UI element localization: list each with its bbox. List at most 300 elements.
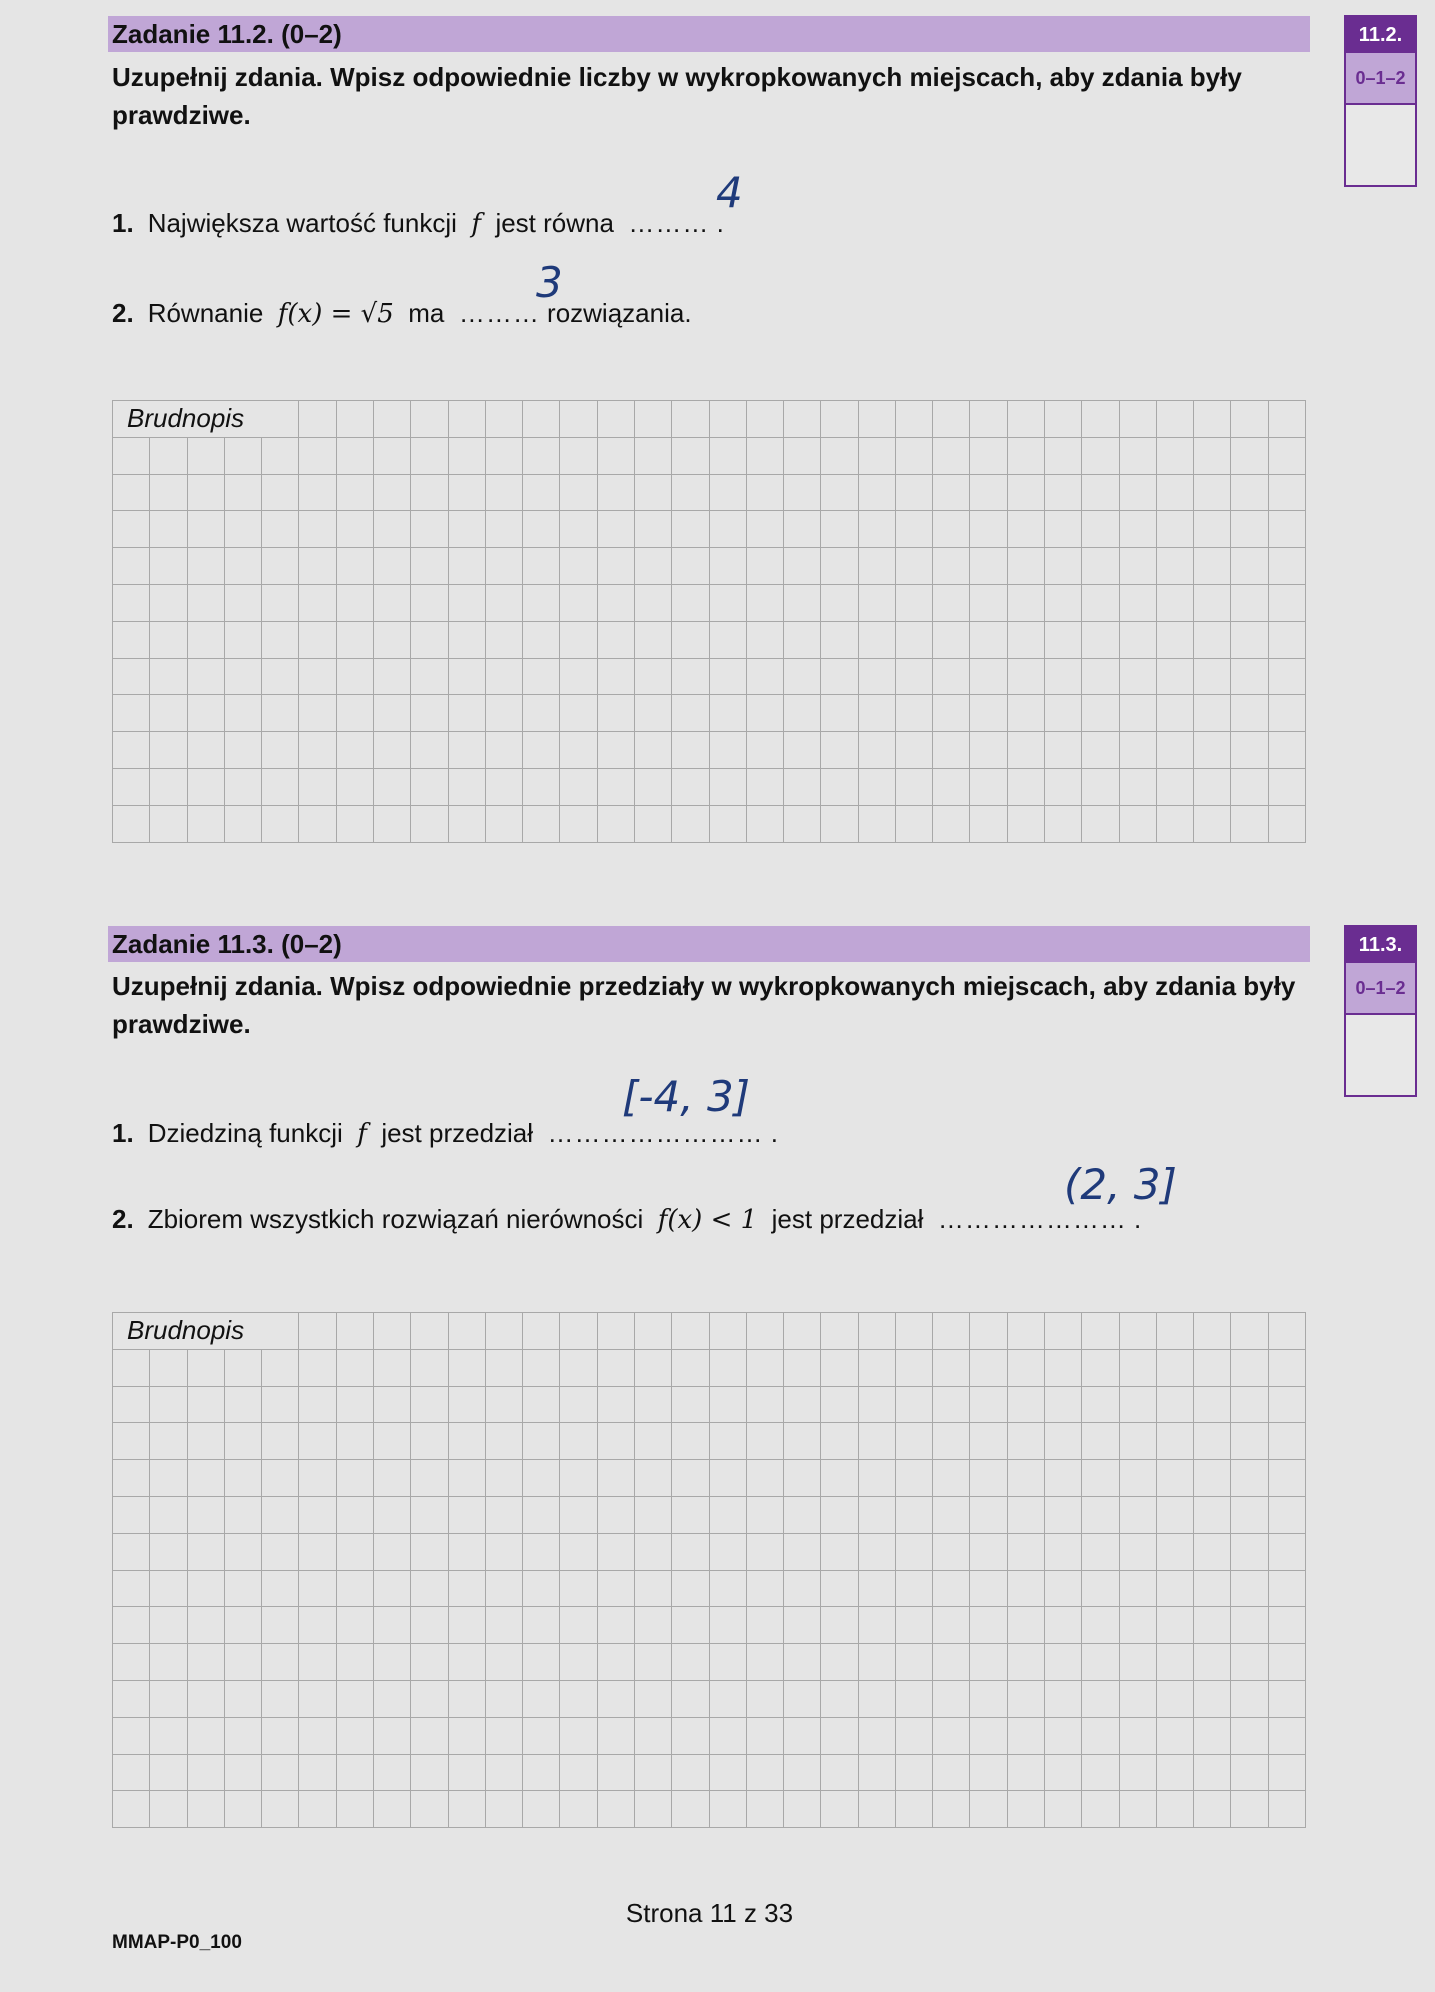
grid-cell (1194, 437, 1231, 474)
grid-cell (411, 1423, 448, 1460)
grid-cell (1231, 805, 1268, 842)
grid-cell (1045, 511, 1082, 548)
grid-cell (746, 1313, 783, 1350)
grid-cell (1082, 695, 1119, 732)
answer-blank[interactable]: ………………… (937, 1204, 1127, 1234)
grid-cell (895, 732, 932, 769)
grid-cell (821, 1496, 858, 1533)
grid-cell (299, 805, 336, 842)
grid-cell (411, 1607, 448, 1644)
grid-cell (485, 548, 522, 585)
grid-cell (113, 1423, 150, 1460)
grid-cell (1007, 1607, 1044, 1644)
grid-cell (1082, 805, 1119, 842)
grid-row (113, 584, 1306, 621)
grid-cell (709, 1313, 746, 1350)
grid-cell (150, 658, 187, 695)
grid-cell (672, 1680, 709, 1717)
grid-cell (485, 1460, 522, 1497)
grid-cell (485, 1349, 522, 1386)
grid-cell (187, 1607, 224, 1644)
grid-cell (821, 1644, 858, 1681)
grid-cell (299, 1386, 336, 1423)
grid-cell (150, 437, 187, 474)
grid-cell (1231, 401, 1268, 438)
grid-cell (1045, 658, 1082, 695)
grid-cell (634, 401, 671, 438)
sentence-item (112, 1204, 1141, 1235)
grid-cell (1007, 511, 1044, 548)
grid-cell (784, 401, 821, 438)
grid-cell (113, 1349, 150, 1386)
grid-cell (970, 805, 1007, 842)
item-text: Największa wartość funkcji (147, 208, 457, 238)
grid-cell (448, 1644, 485, 1681)
grid-cell (1194, 511, 1231, 548)
grid-cell (1082, 1533, 1119, 1570)
grid-cell (1156, 1533, 1193, 1570)
grid-cell (1007, 1791, 1044, 1828)
grid-cell (411, 768, 448, 805)
grid-cell (634, 732, 671, 769)
grid-cell (485, 1570, 522, 1607)
grid-cell (784, 1496, 821, 1533)
task-instruction: Uzupełnij zdania. Wpisz odpowiednie przedziały w wykropkowanych miejscach, aby zdania były prawdziwe. (112, 971, 1296, 1039)
grid-cell (448, 401, 485, 438)
grid-cell (746, 437, 783, 474)
grid-cell (299, 695, 336, 732)
grid-cell (1268, 1717, 1305, 1754)
sentence-item (112, 208, 724, 239)
grid-cell (299, 1680, 336, 1717)
grid-cell (187, 1754, 224, 1791)
grid-cell (560, 805, 597, 842)
grid-cell (560, 695, 597, 732)
grid-cell (262, 621, 299, 658)
grid-cell (746, 1460, 783, 1497)
grid-cell (448, 1460, 485, 1497)
grid-cell (411, 1717, 448, 1754)
grid-cell (373, 1607, 410, 1644)
grid-cell (597, 1313, 634, 1350)
answer-blank[interactable]: ……… (628, 208, 710, 238)
grid-cell (336, 805, 373, 842)
grid-cell (262, 1386, 299, 1423)
grid-cell (1007, 474, 1044, 511)
grid-cell (709, 695, 746, 732)
task-instruction: Uzupełnij zdania. Wpisz odpowiednie liczby w wykropkowanych miejscach, aby zdania były prawdziwe. (112, 62, 1242, 130)
grid-cell (784, 1423, 821, 1460)
answer-blank[interactable]: …………………… (547, 1118, 764, 1148)
grid-cell (336, 1680, 373, 1717)
grid-cell (411, 548, 448, 585)
grid-cell (1231, 1386, 1268, 1423)
grid-cell (634, 1533, 671, 1570)
grid-cell (150, 1607, 187, 1644)
grid-cell (672, 474, 709, 511)
grid-cell (746, 1349, 783, 1386)
grid-cell (373, 1349, 410, 1386)
item-text: rozwiązania. (539, 298, 692, 328)
grid-cell (597, 511, 634, 548)
grid-cell (709, 1496, 746, 1533)
grid-cell (1045, 548, 1082, 585)
grid-cell (485, 1754, 522, 1791)
grid-cell (485, 1386, 522, 1423)
grid-cell (821, 511, 858, 548)
grid-cell (746, 1680, 783, 1717)
grid-cell (1231, 1423, 1268, 1460)
grid-cell (150, 768, 187, 805)
grid-cell (1045, 1386, 1082, 1423)
grid-cell (1119, 584, 1156, 621)
grid-cell (1082, 768, 1119, 805)
grid-cell (672, 1349, 709, 1386)
grid-cell (1119, 511, 1156, 548)
grid-cell (1156, 548, 1193, 585)
grid-cell (560, 1496, 597, 1533)
grid-cell (746, 511, 783, 548)
grid-cell (597, 1460, 634, 1497)
grid-cell (1268, 1349, 1305, 1386)
grid-cell (933, 805, 970, 842)
grid-cell (224, 1496, 261, 1533)
grid-cell (746, 621, 783, 658)
grid-cell (821, 1533, 858, 1570)
grid-cell (1119, 1754, 1156, 1791)
grid-cell (224, 511, 261, 548)
grid-cell (1156, 1717, 1193, 1754)
grid-cell (746, 1533, 783, 1570)
grid-cell (523, 548, 560, 585)
grid-cell (1194, 1644, 1231, 1681)
grid-cell (895, 1349, 932, 1386)
grid-cell (448, 805, 485, 842)
grid-cell (709, 658, 746, 695)
grid-cell (262, 805, 299, 842)
grid-cell (299, 584, 336, 621)
grid-cell (1007, 1349, 1044, 1386)
scratch-grid (112, 1312, 1306, 1828)
grid-row (113, 437, 1306, 474)
grid-cell (560, 1607, 597, 1644)
grid-cell (895, 695, 932, 732)
score-input-box[interactable] (1346, 1015, 1415, 1095)
grid-cell (970, 768, 1007, 805)
grid-cell (1045, 1496, 1082, 1533)
score-box-number: 11.3. (1346, 927, 1415, 963)
item-number: 1. (112, 208, 134, 238)
grid-cell (1007, 621, 1044, 658)
grid-cell (1082, 584, 1119, 621)
grid-cell (113, 1607, 150, 1644)
grid-cell (970, 1460, 1007, 1497)
grid-cell (1231, 1460, 1268, 1497)
item-text: Zbiorem wszystkich rozwiązań nierówności (147, 1204, 644, 1234)
math-expression: f(x) = √5 (277, 299, 394, 329)
grid-cell (187, 548, 224, 585)
grid-cell (895, 1423, 932, 1460)
grid-cell (709, 437, 746, 474)
grid-cell (672, 732, 709, 769)
grid-cell (373, 1680, 410, 1717)
grid-cell (634, 805, 671, 842)
grid-cell (1231, 1754, 1268, 1791)
grid-cell (523, 695, 560, 732)
grid-row (113, 805, 1306, 842)
grid-cell (187, 1423, 224, 1460)
grid-cell (299, 1644, 336, 1681)
grid-cell (784, 1386, 821, 1423)
grid-cell (523, 1680, 560, 1717)
grid-cell (821, 695, 858, 732)
score-input-box[interactable] (1346, 105, 1415, 185)
grid-cell (634, 1386, 671, 1423)
grid-cell (560, 474, 597, 511)
grid-cell (262, 658, 299, 695)
grid-cell (970, 1717, 1007, 1754)
grid-cell (448, 658, 485, 695)
grid-cell (1119, 1349, 1156, 1386)
grid-cell (895, 768, 932, 805)
grid-cell (1119, 1717, 1156, 1754)
math-expression: f(x) < 1 (657, 1205, 758, 1235)
grid-cell (746, 1496, 783, 1533)
grid-cell (411, 1386, 448, 1423)
grid-cell (1268, 1754, 1305, 1791)
grid-cell (299, 732, 336, 769)
grid-cell (1007, 805, 1044, 842)
grid-cell (1045, 1570, 1082, 1607)
grid-cell (709, 1460, 746, 1497)
grid-cell (523, 1644, 560, 1681)
grid-cell (1194, 1680, 1231, 1717)
handwritten-answer: 4 (716, 168, 743, 217)
grid-cell (933, 1791, 970, 1828)
grid-cell (299, 1313, 336, 1350)
grid-cell (373, 511, 410, 548)
grid-cell (597, 1533, 634, 1570)
grid-cell (933, 1717, 970, 1754)
grid-cell (895, 548, 932, 585)
grid-cell (597, 1717, 634, 1754)
grid-cell (746, 658, 783, 695)
grid-cell (373, 1423, 410, 1460)
grid-cell (523, 768, 560, 805)
grid-cell (597, 768, 634, 805)
grid-cell (1156, 1460, 1193, 1497)
grid-cell (560, 1313, 597, 1350)
grid-row (113, 1754, 1306, 1791)
grid-cell (299, 1717, 336, 1754)
grid-cell (336, 732, 373, 769)
grid-cell (709, 548, 746, 585)
grid-cell (336, 1717, 373, 1754)
grid-cell (746, 768, 783, 805)
grid-cell (1045, 1349, 1082, 1386)
grid-cell (970, 1496, 1007, 1533)
grid-cell (523, 621, 560, 658)
grid-cell (448, 1386, 485, 1423)
item-text: Dziedziną funkcji (147, 1118, 343, 1148)
grid-cell (709, 1607, 746, 1644)
grid-cell (1045, 1423, 1082, 1460)
grid-cell (672, 695, 709, 732)
grid-cell (1119, 548, 1156, 585)
grid-cell (784, 1570, 821, 1607)
grid-cell (858, 1680, 895, 1717)
grid-cell (336, 1386, 373, 1423)
grid-cell (858, 1754, 895, 1791)
grid-cell (1268, 621, 1305, 658)
grid-cell (187, 1680, 224, 1717)
grid-cell (634, 1349, 671, 1386)
grid-cell (597, 1680, 634, 1717)
grid-cell (1231, 1533, 1268, 1570)
grid-cell (634, 1607, 671, 1644)
grid-cell (448, 1423, 485, 1460)
grid-cell (1082, 1754, 1119, 1791)
grid-cell (336, 768, 373, 805)
grid-cell (336, 1754, 373, 1791)
grid-cell (1045, 1754, 1082, 1791)
grid-cell (1194, 584, 1231, 621)
grid-cell (113, 474, 150, 511)
grid-cell (821, 1386, 858, 1423)
grid-cell (485, 621, 522, 658)
grid-cell (895, 658, 932, 695)
sentence-item (112, 298, 692, 329)
handwritten-answer: 3 (536, 258, 563, 307)
grid-cell (560, 621, 597, 658)
grid-cell (672, 1533, 709, 1570)
grid-cell (485, 437, 522, 474)
grid-cell (634, 1717, 671, 1754)
grid-cell (411, 1496, 448, 1533)
grid-cell (113, 548, 150, 585)
grid-cell (821, 401, 858, 438)
grid-cell (373, 658, 410, 695)
grid-cell (411, 1313, 448, 1350)
grid-cell (858, 732, 895, 769)
grid-cell (821, 621, 858, 658)
grid-cell (1082, 1791, 1119, 1828)
grid-cell (709, 1754, 746, 1791)
grid-cell (485, 1313, 522, 1350)
grid-cell (1194, 1570, 1231, 1607)
grid-cell (709, 1680, 746, 1717)
grid-cell (933, 1533, 970, 1570)
grid-cell (1156, 695, 1193, 732)
grid-cell (821, 474, 858, 511)
grid-cell (411, 695, 448, 732)
grid-cell (895, 437, 932, 474)
grid-cell (224, 1754, 261, 1791)
grid-cell (299, 1570, 336, 1607)
grid-cell (672, 621, 709, 658)
grid-cell (746, 1791, 783, 1828)
grid-cell (1231, 584, 1268, 621)
item-text: . (709, 208, 724, 238)
grid-cell (1268, 1496, 1305, 1533)
grid-cell (150, 1349, 187, 1386)
grid-cell (523, 1349, 560, 1386)
grid-cell (523, 511, 560, 548)
grid-cell (746, 1423, 783, 1460)
grid-cell (1119, 1570, 1156, 1607)
grid-cell (746, 1644, 783, 1681)
grid-cell (373, 1496, 410, 1533)
grid-cell (299, 437, 336, 474)
grid-cell (187, 768, 224, 805)
grid-cell (411, 1754, 448, 1791)
grid-cell (784, 658, 821, 695)
grid-cell (1082, 1313, 1119, 1350)
grid-cell (746, 1386, 783, 1423)
grid-cell (411, 805, 448, 842)
grid-cell (1119, 1460, 1156, 1497)
grid-cell (933, 1644, 970, 1681)
handwritten-answer: [-4, 3] (622, 1072, 751, 1121)
grid-cell (821, 1754, 858, 1791)
grid-cell (1194, 658, 1231, 695)
grid-cell (411, 511, 448, 548)
grid-cell (224, 1349, 261, 1386)
grid-cell (858, 1533, 895, 1570)
grid-cell (187, 658, 224, 695)
grid-cell (485, 401, 522, 438)
grid-cell (746, 1607, 783, 1644)
grid-cell (1156, 621, 1193, 658)
grid-cell (187, 1791, 224, 1828)
item-number: 1. (112, 1118, 134, 1148)
grid-cell (113, 437, 150, 474)
grid-cell (224, 1791, 261, 1828)
grid-cell (933, 658, 970, 695)
grid-cell (784, 584, 821, 621)
grid-cell (970, 1570, 1007, 1607)
item-number: 2. (112, 1204, 134, 1234)
grid-row (113, 1570, 1306, 1607)
grid-cell (597, 732, 634, 769)
grid-row (113, 1717, 1306, 1754)
answer-blank[interactable]: ……… (458, 298, 540, 328)
item-text: . (1126, 1204, 1142, 1234)
grid-row (113, 1607, 1306, 1644)
grid-cell (299, 1423, 336, 1460)
grid-cell (1119, 1791, 1156, 1828)
grid-cell (262, 584, 299, 621)
grid-cell (523, 437, 560, 474)
grid-cell (858, 1791, 895, 1828)
grid-row (113, 621, 1306, 658)
grid-row (113, 1423, 1306, 1460)
grid-cell (299, 548, 336, 585)
grid-cell (485, 768, 522, 805)
grid-cell (262, 474, 299, 511)
grid-cell (1045, 805, 1082, 842)
grid-cell (411, 474, 448, 511)
grid-cell (597, 437, 634, 474)
grid-cell (1268, 768, 1305, 805)
grid-cell (821, 732, 858, 769)
grid-cell (933, 1496, 970, 1533)
grid-cell (448, 695, 485, 732)
grid-cell (634, 1791, 671, 1828)
grid-row (113, 1680, 1306, 1717)
grid-cell (224, 1533, 261, 1570)
grid-cell (858, 584, 895, 621)
